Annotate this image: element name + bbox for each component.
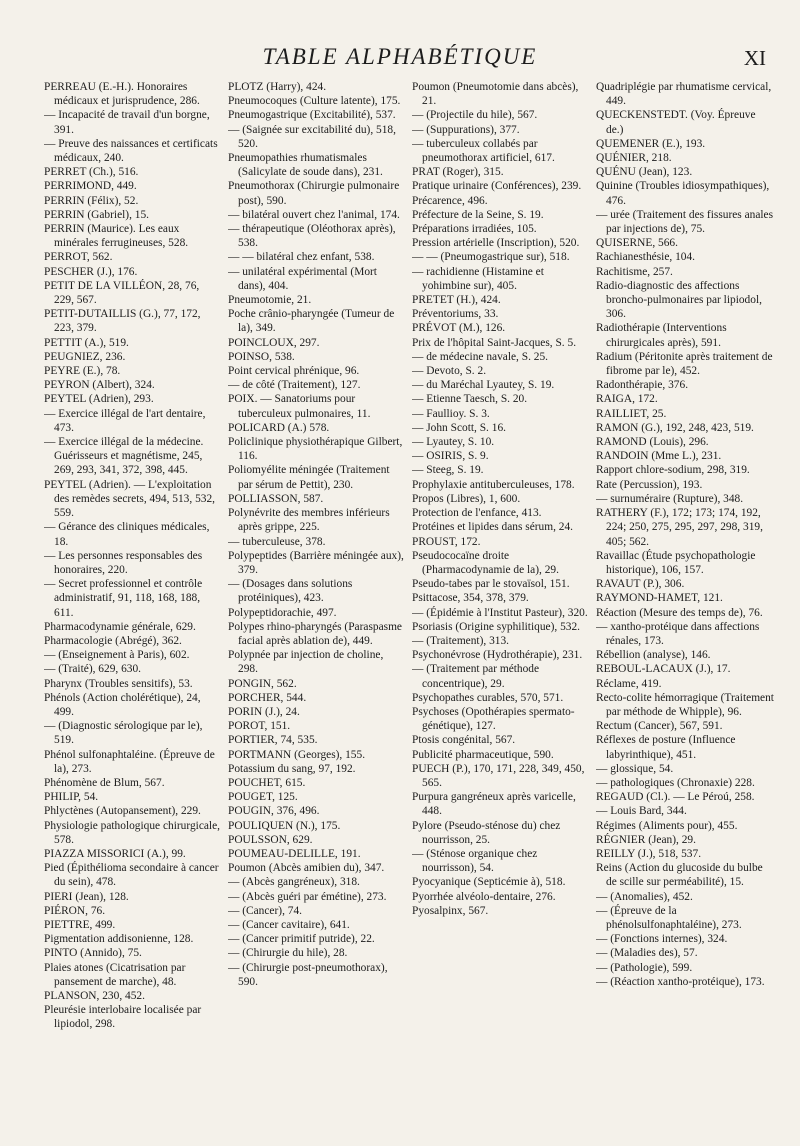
index-entry: Point cervical phrénique, 96. [228, 365, 360, 378]
index-entry: — Incapacité de travail d'un borgne, 391. [44, 109, 210, 136]
index-entry: Phénols (Action cholérétique), 24, 499. [44, 691, 201, 718]
index-column-2 [228, 80, 406, 1126]
index-entry: Phlyctènes (Autopansement), 229. [44, 805, 201, 818]
index-entry: Protection de l'enfance, 413. [412, 507, 542, 520]
index-entry: Pyorrhée alvéolo-dentaire, 276. [412, 890, 556, 903]
index-entry: Purpura gangréneux après varicelle, 448. [412, 791, 576, 818]
index-entry: PETTIT (A.), 519. [44, 336, 129, 349]
index-entry: — tuberculeux collabés par pneumothorax artificiel, 617. [412, 137, 555, 165]
index-entry: — Les personnes responsables des honoraires, 220. [44, 549, 203, 576]
index-entry: Poliomyélite méningée (Traitement par sérum de Pettit), 230. [228, 464, 390, 491]
index-entry: — pathologiques (Chronaxie) 228. [596, 776, 755, 789]
index-entry: — rachidienne (Histamine et yohimbine sur), 405. [412, 265, 544, 292]
index-entry: Protéines et lipides dans sérum, 24. [412, 521, 574, 534]
index-entry: PORTIER, 74, 535. [228, 734, 318, 747]
index-entry: — glossique, 54. [596, 762, 674, 775]
index-entry: Polypnée par injection de choline, 298. [228, 649, 384, 676]
index-entry: — (Maladies des), 57. [596, 947, 698, 960]
index-entry: PIERI (Jean), 128. [44, 890, 129, 903]
index-entry: POINSO, 538. [228, 350, 295, 363]
index-entry: RAILLIET, 25. [596, 407, 667, 420]
index-entry: POUGET, 125. [228, 791, 298, 804]
index-entry: Potassium du sang, 97, 192. [228, 762, 356, 775]
index-entry: PERRIN (Maurice). Les eaux minérales ferrugineuses, 528. [44, 223, 189, 250]
index-entry: — de médecine navale, S. 25. [412, 350, 549, 363]
index-entry: Pneumocoques (Culture latente), 175. [228, 95, 401, 108]
index-entry: — (Épreuve de la phénolsulfonaphtaléine), 273. [596, 904, 742, 931]
index-entry: — (Projectile du hile), 567. [412, 109, 538, 122]
index-entry: POUCHET, 615. [228, 776, 306, 789]
index-entry: Poche crânio-pharyngée (Tumeur de la), 349. [228, 308, 395, 335]
index-entry: PLANSON, 230, 452. [44, 990, 145, 1002]
index-entry: PEUGNIEZ, 236. [44, 350, 126, 363]
index-entry: QUEMENER (E.), 193. [596, 137, 706, 150]
index-entry: Ravaillac (Étude psychopathologie historique), 106, 157. [596, 549, 756, 576]
index-entry: PORCHER, 544. [228, 691, 307, 704]
index-entry: — (Abcès guéri par émétine), 273. [228, 890, 387, 903]
index-entry: Rachianesthésie, 104. [596, 251, 696, 264]
index-entry: Réaction (Mesure des temps de), 76. [596, 606, 763, 619]
index-entry: RAVAUT (P.), 306. [596, 578, 685, 591]
index-entry: Phénomène de Blum, 567. [44, 776, 165, 789]
index-entry: — du Maréchal Lyautey, S. 19. [412, 379, 555, 392]
index-entry: PINTO (Annido), 75. [44, 947, 142, 960]
index-entry: POROT, 151. [228, 720, 291, 733]
index-entry: RAMON (G.), 192, 248, 423, 519. [596, 421, 754, 434]
index-entry: PETIT-DUTAILLIS (G.), 77, 172, 223, 379. [44, 308, 201, 335]
index-column-1 [44, 80, 222, 1126]
index-entry: — xantho-protéique dans affections rénales, 173. [596, 620, 760, 647]
index-entry: PESCHER (J.), 176. [44, 265, 138, 278]
index-entry: — — bilatéral chez enfant, 538. [228, 251, 375, 264]
index-entry: Psittacose, 354, 378, 379. [412, 592, 529, 605]
index-column-4 [596, 80, 774, 1126]
index-entry: Pharynx (Troubles sensitifs), 53. [44, 677, 193, 690]
index-entry: PRETET (H.), 424. [412, 294, 501, 307]
index-entry: PETIT DE LA VILLÉON, 28, 76, 229, 567. [44, 279, 200, 307]
index-entry: PROUST, 172. [412, 535, 481, 548]
index-entry: — Secret professionnel et contrôle administratif, 91, 118, 168, 188, 611. [44, 578, 203, 619]
index-entry: — John Scott, S. 16. [412, 421, 506, 434]
index-entry: Propos (Libres), 1, 600. [412, 492, 521, 505]
index-entry: Radonthérapie, 376. [596, 379, 689, 392]
index-entry: Radio-diagnostic des affections broncho-pulmonaires par lipiodol, 306. [596, 279, 762, 321]
index-entry: — Faullioy. S. 3. [412, 407, 490, 420]
index-entry: — (Enseignement à Paris), 602. [44, 649, 190, 662]
index-entry: RAMOND (Louis), 296. [596, 436, 709, 449]
index-entry: — urée (Traitement des fissures anales par injections de), 75. [596, 208, 774, 236]
index-entry: Polypeptides (Barrière méningée aux), 379. [228, 549, 404, 576]
index-entry: Préparations irradiées, 105. [412, 223, 537, 236]
index-entry: PEYTEL (Adrien). — L'exploitation des remèdes secrets, 494, 513, 532, 559. [44, 478, 216, 520]
index-entry: PRAT (Roger), 315. [412, 166, 504, 179]
index-entry: Régimes (Aliments pour), 455. [596, 819, 738, 832]
index-entry: Reins (Action du glucoside du bulbe de scille sur perméabilité), 15. [596, 862, 763, 889]
index-entry: Pyosalpinx, 567. [412, 904, 489, 917]
index-entry: PLOTZ (Harry), 424. [228, 81, 327, 93]
index-entry: PERRIMOND, 449. [44, 180, 137, 193]
index-entry: RAIGA, 172. [596, 393, 658, 406]
index-entry: — Steeg, S. 19. [412, 464, 484, 477]
index-entry: — (Cancer cavitaire), 641. [228, 918, 350, 931]
index-entry: PERRIN (Félix), 52. [44, 194, 139, 207]
index-entry: — Louis Bard, 344. [596, 805, 687, 818]
index-entry: — (Fonctions internes), 324. [596, 933, 728, 946]
index-entry: REGAUD (Cl.). — Le Péroú, 258. [596, 791, 755, 804]
index-entry: Quinine (Troubles idiosympathiques), 476. [596, 180, 770, 207]
index-entry: — (Suppurations), 377. [412, 123, 520, 136]
index-entry: — (Traité), 629, 630. [44, 663, 142, 676]
index-entry: Préventoriums, 33. [412, 308, 499, 321]
index-entry: Pied (Épithélioma secondaire à cancer du sein), 478. [44, 862, 219, 889]
index-entry: — Exercice illégal de l'art dentaire, 473. [44, 407, 206, 434]
index-entry: Recto-colite hémorragique (Traitement par méthode de Whipple), 96. [596, 691, 774, 718]
index-column-3 [412, 80, 590, 1126]
index-entry: — (Cancer primitif putride), 22. [228, 933, 375, 946]
index-entry: — (Dosages dans solutions protéiniques), 423. [228, 578, 353, 605]
index-entry: — (Sténose organique chez nourrisson), 54. [412, 847, 538, 875]
index-entry: REILLY (J.), 518, 537. [596, 847, 702, 860]
index-entry: Physiologie pathologique chirurgicale, 578. [44, 819, 220, 846]
index-entry: RANDOIN (Mme L.), 231. [596, 450, 722, 463]
index-entry: POIX. — Sanatoriums pour tuberculeux pulmonaires, 11. [228, 393, 371, 420]
index-entry: PIETTRE, 499. [44, 918, 116, 931]
index-entry: — thérapeutique (Oléothorax après), 538. [228, 223, 396, 250]
index-entry: Poumon (Abcès amibien du), 347. [228, 862, 385, 875]
index-entry: PERREAU (E.-H.). Honoraires médicaux et jurisprudence, 286. [44, 81, 200, 108]
index-entry: Rapport chlore-sodium, 298, 319. [596, 464, 750, 477]
index-entry: Pratique urinaire (Conférences), 239. [412, 180, 582, 193]
index-entry: Pneumotomie, 21. [228, 294, 312, 307]
index-entry: QUISERNE, 566. [596, 237, 678, 250]
index-entry: Pneumothorax (Chirurgie pulmonaire post), 590. [228, 180, 400, 207]
index-entry: — (Anomalies), 452. [596, 890, 693, 903]
index-entry: Phénol sulfonaphtaléine. (Épreuve de la), 273. [44, 748, 215, 775]
index-entry: QUÉNU (Jean), 123. [596, 166, 693, 179]
index-entry: Quadriplégie par rhumatisme cervical, 449. [596, 81, 772, 108]
index-entry: Polypes rhino-pharyngés (Paraspasme facial après ablation de), 449. [228, 620, 402, 647]
index-entry: Réclame, 419. [596, 677, 662, 690]
index-entry: Ptosis congénital, 567. [412, 734, 516, 747]
index-entry: POLICARD (A.) 578. [228, 421, 330, 434]
index-columns [44, 80, 774, 1126]
index-entry: — (Cancer), 74. [228, 904, 303, 917]
index-entry: PERROT, 562. [44, 251, 113, 264]
index-entry: Pression artérielle (Inscription), 520. [412, 237, 580, 250]
index-entry: Pleurésie interlobaire localisée par lipiodol, 298. [44, 1004, 202, 1031]
index-entry: RÉGNIER (Jean), 29. [596, 833, 696, 846]
index-entry: — Exercice illégal de la médecine. Guérisseurs et magnétisme, 245, 269, 293, 341, 372, 398, 445. [44, 436, 204, 477]
index-entry: PHILIP, 54. [44, 791, 99, 804]
index-entry: PEYRE (E.), 78. [44, 365, 121, 378]
index-entry: Poumon (Pneumotomie dans abcès), 21. [412, 81, 579, 108]
index-entry: POINCLOUX, 297. [228, 336, 320, 349]
index-entry: Publicité pharmaceutique, 590. [412, 748, 554, 761]
index-entry: Plaies atones (Cicatrisation par pansement de marche), 48. [44, 961, 186, 988]
index-entry: PIÉRON, 76. [44, 904, 106, 917]
index-entry: — Etienne Taesch, S. 20. [412, 393, 528, 406]
index-entry: — tuberculeuse, 378. [228, 535, 326, 548]
index-entry: — (Chirurgie post-pneumothorax), 590. [228, 961, 388, 988]
index-entry: POUGIN, 376, 496. [228, 805, 320, 818]
index-entry: PEYTEL (Adrien), 293. [44, 393, 154, 406]
index-entry: Radiothérapie (Interventions chirurgicales après), 591. [596, 322, 727, 349]
index-entry: — bilatéral ouvert chez l'animal, 174. [228, 208, 400, 221]
index-entry: — (Traitement), 313. [412, 634, 510, 647]
index-entry: — (Diagnostic sérologique par le), 519. [44, 720, 203, 747]
index-entry: Pigmentation addisonienne, 128. [44, 933, 194, 946]
index-entry: Rachitisme, 257. [596, 265, 673, 278]
index-entry: — — (Pneumogastrique sur), 518. [412, 251, 570, 264]
index-entry: Radium (Péritonite après traitement de fibrome par le), 452. [596, 350, 773, 378]
index-entry: Précarence, 496. [412, 194, 488, 207]
index-entry: PRÉVOT (M.), 126. [412, 322, 506, 335]
index-entry: — (Saignée sur excitabilité du), 518, 520. [228, 123, 396, 150]
index-entry: — Lyautey, S. 10. [412, 436, 495, 449]
index-entry: POULSSON, 629. [228, 833, 313, 846]
index-entry: — (Épidémie à l'Institut Pasteur), 320. [412, 606, 588, 619]
index-entry: Prophylaxie antituberculeuses, 178. [412, 478, 575, 491]
index-entry: PERRET (Ch.), 516. [44, 166, 139, 179]
index-entry: — (Traitement par méthode concentrique), 29. [412, 663, 540, 690]
index-entry: Pyocyanique (Septicémie à), 518. [412, 876, 566, 889]
page-number: XI [743, 46, 766, 70]
index-entry: Pseudococaïne droite (Pharmacodynamie de la), 29. [412, 549, 559, 576]
index-entry: Pseudo-tabes par le stovaïsol, 151. [412, 578, 570, 591]
index-entry: Psychopathes curables, 570, 571. [412, 691, 564, 704]
index-entry: Pharmacodynamie générale, 629. [44, 620, 196, 633]
index-entry: — (Chirurgie du hile), 28. [228, 947, 348, 960]
index-entry: — (Pathologie), 599. [596, 961, 693, 974]
index-entry: — (Abcès gangréneux), 318. [228, 876, 360, 889]
index-entry: Psoriasis (Origine syphilitique), 532. [412, 620, 581, 633]
index-entry: RATHERY (F.), 172; 173; 174, 192, 224; 250, 275, 295, 297, 298, 319, 405; 562. [596, 507, 763, 548]
index-entry: Prix de l'hôpital Saint-Jacques, S. 5. [412, 336, 577, 349]
page-header [0, 40, 800, 74]
index-entry: — de côté (Traitement), 127. [228, 379, 361, 392]
page-title: TABLE ALPHABÉTIQUE [262, 44, 538, 69]
index-entry: Rate (Percussion), 193. [596, 478, 703, 491]
index-entry: PORIN (J.), 24. [228, 705, 300, 718]
index-entry: PEYRON (Albert), 324. [44, 379, 155, 392]
index-entry: — unilatéral expérimental (Mort dans), 404. [228, 265, 377, 292]
index-entry: Pylore (Pseudo-sténose du) chez nourrisson, 25. [412, 819, 561, 846]
index-entry: — Gérance des cliniques médicales, 18. [44, 521, 210, 548]
index-entry: PUECH (P.), 170, 171, 228, 349, 450, 565. [412, 762, 585, 789]
index-entry: QUECKENSTEDT. (Voy. Épreuve de.) [596, 109, 756, 136]
index-entry: PIAZZA MISSORICI (A.), 99. [44, 847, 186, 860]
index-entry: Psychonévrose (Hydrothérapie), 231. [412, 649, 583, 662]
index-entry: PERRIN (Gabriel), 15. [44, 208, 150, 221]
index-entry: PORTMANN (Georges), 155. [228, 748, 366, 761]
index-entry: Rébellion (analyse), 146. [596, 649, 711, 662]
index-entry: Policlinique physiothérapique Gilbert, 116. [228, 436, 403, 463]
index-entry: Polypeptidorachie, 497. [228, 606, 337, 619]
index-entry: Réflexes de posture (Influence labyrinthique), 451. [596, 734, 736, 761]
index-entry: RAYMOND-HAMET, 121. [596, 592, 723, 605]
index-entry: — Preuve des naissances et certificats médicaux, 240. [44, 137, 218, 165]
index-entry: — surnuméraire (Rupture), 348. [596, 492, 744, 505]
index-entry: Pharmacologie (Abrégé), 362. [44, 634, 182, 647]
index-entry: Pneumopathies rhumatismales (Salicylate de soude dans), 231. [228, 152, 383, 179]
index-entry: — Devoto, S. 2. [412, 365, 487, 378]
index-entry: Psychoses (Opothérapies spermato-génétique), 127. [412, 705, 575, 733]
index-entry: Préfecture de la Seine, S. 19. [412, 208, 544, 221]
index-entry: POUMEAU-DELILLE, 191. [228, 847, 361, 860]
index-entry: Pneumogastrique (Excitabilité), 537. [228, 109, 396, 122]
index-entry: Polynévrite des membres inférieurs après grippe, 225. [228, 507, 390, 534]
index-entry: REBOUL-LACAUX (J.), 17. [596, 663, 731, 676]
index-entry: — (Réaction xantho-protéique), 173. [596, 975, 765, 988]
index-entry: QUÉNIER, 218. [596, 152, 672, 165]
index-entry: — OSIRIS, S. 9. [412, 450, 489, 463]
index-entry: POLLIASSON, 587. [228, 492, 324, 505]
index-entry: PONGIN, 562. [228, 677, 297, 690]
index-entry: Rectum (Cancer), 567, 591. [596, 720, 723, 733]
index-entry: POULIQUEN (N.), 175. [228, 819, 341, 832]
